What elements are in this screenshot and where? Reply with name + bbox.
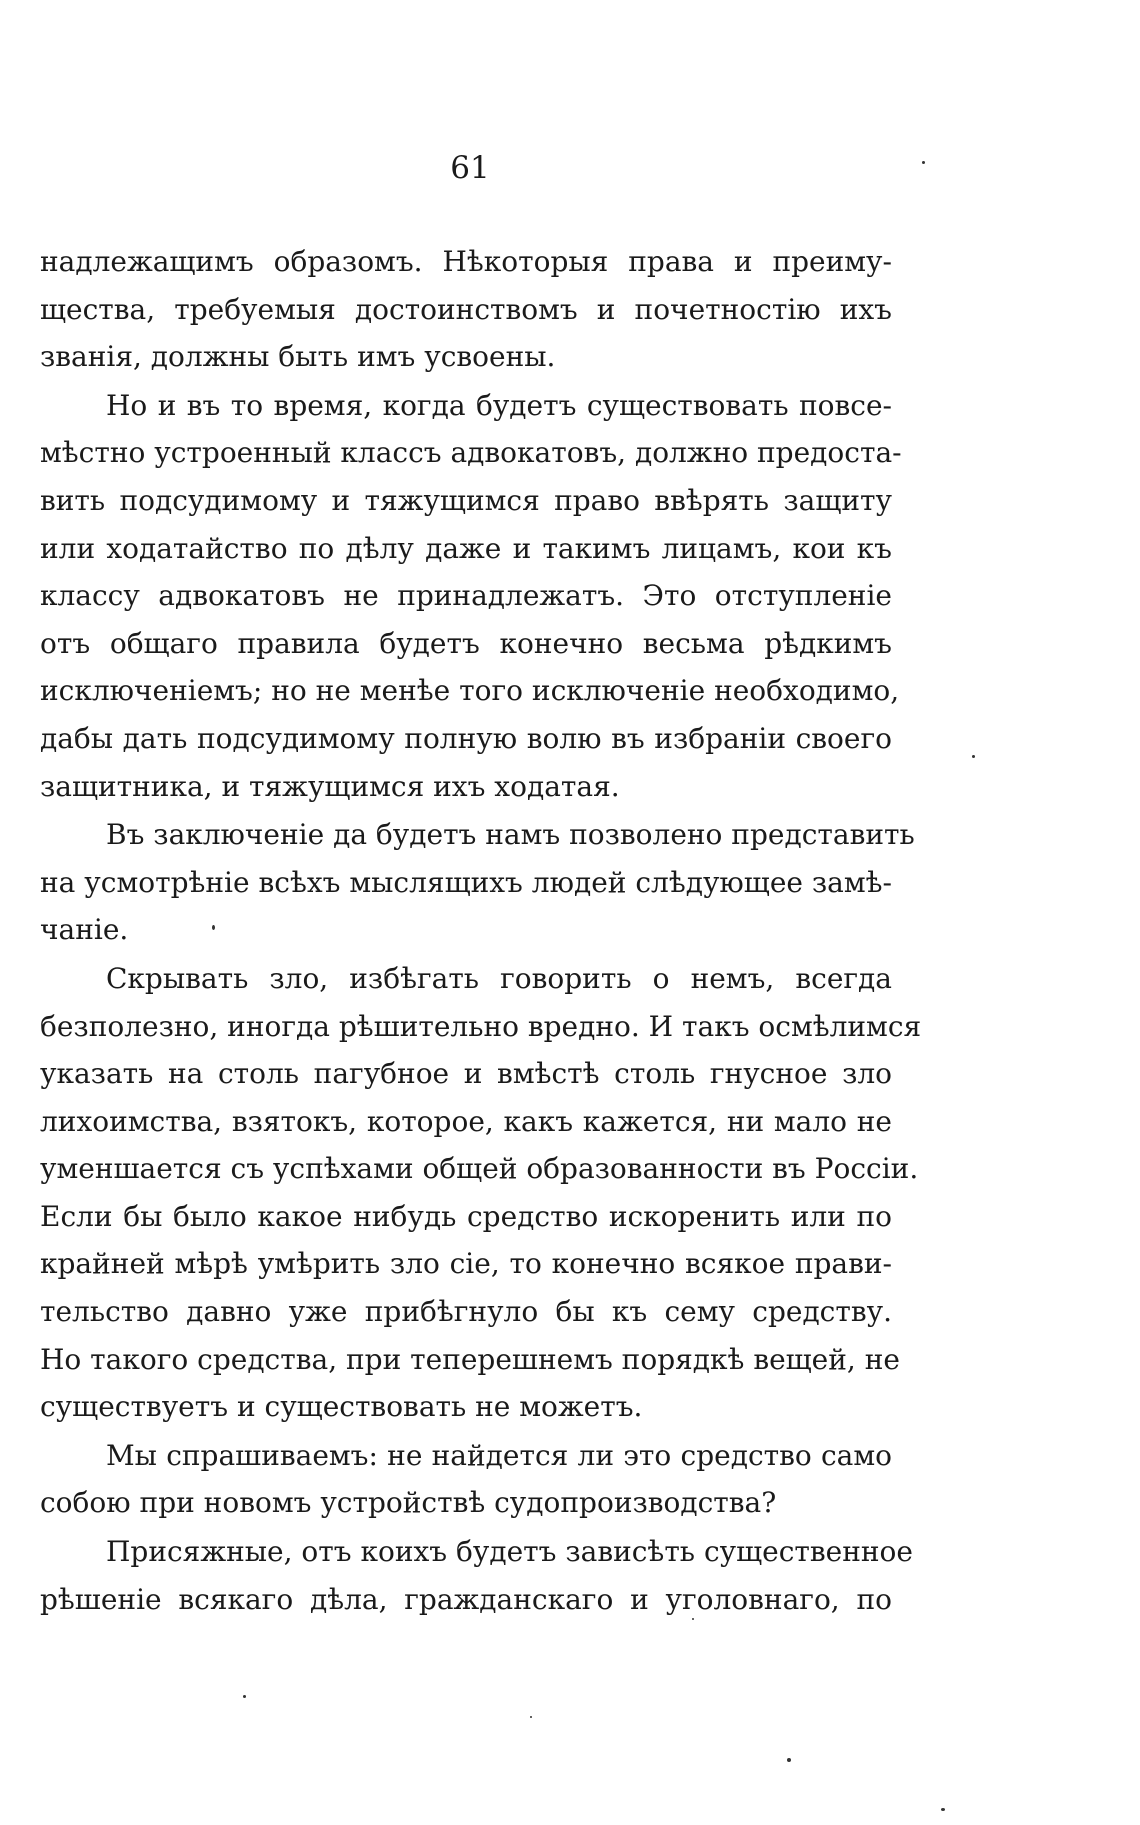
text-line: отъ общаго правила будетъ конечно весьма рѣдкимъ — [40, 626, 892, 660]
text-line: щества, требуемыя достоинствомъ и почетностію ихъ — [40, 292, 892, 326]
text-line: надлежащимъ образомъ. Нѣкоторыя права и преиму- — [40, 245, 892, 278]
paragraph — [40, 811, 915, 954]
scan-speck — [692, 1618, 694, 1620]
scan-speck — [922, 161, 925, 164]
paragraph — [40, 382, 902, 810]
text-line: Присяжные, отъ коихъ будетъ зависѣть существенное — [106, 1535, 913, 1569]
text-line: защитника, и тяжущимся ихъ ходатая. — [40, 769, 620, 803]
scan-speck — [530, 1716, 532, 1718]
scan-speck — [212, 925, 215, 930]
scan-speck — [787, 1758, 791, 1762]
text-line: крайней мѣрѣ умѣрить зло сіе, то конечно всякое прави- — [40, 1247, 892, 1281]
text-line: Но и въ то время, когда будетъ существовать повсе- — [106, 388, 892, 422]
text-line: тельство давно уже прибѣгнуло бы къ сему средству. — [40, 1295, 892, 1329]
text-line: Скрывать зло, избѣгать говорить о немъ, всегда — [106, 961, 892, 995]
text-line: мѣстно устроенный классъ адвокатовъ, должно предоста- — [40, 436, 902, 470]
text-line: исключеніемъ; но не менѣе того исключеніе необходимо, — [40, 674, 900, 708]
page-number: 61 — [450, 150, 490, 186]
text-line: званія, должны быть имъ усвоены. — [40, 340, 556, 374]
text-line: Но такого средства, при теперешнемъ порядкѣ вещей, не — [40, 1342, 900, 1376]
text-line: дабы дать подсудимому полную волю въ избраніи своего — [40, 721, 892, 755]
text-line: Мы спрашиваемъ: не найдется ли это средство само — [106, 1438, 892, 1472]
text-line: на усмотрѣніе всѣхъ мыслящихъ людей слѣдующее замѣ- — [40, 865, 892, 899]
page-body-text — [40, 238, 922, 1623]
paragraph — [40, 1528, 913, 1623]
text-line: безполезно, иногда рѣшительно вредно. И такъ осмѣлимся — [40, 1009, 922, 1043]
text-line: лихоимства, взятокъ, которое, какъ кажется, ни мало не — [40, 1104, 892, 1138]
text-line: Въ заключеніе да будетъ намъ позволено представить — [106, 818, 915, 852]
paragraph — [40, 238, 892, 381]
text-line: указать на столь пагубное и вмѣстѣ столь гнусное зло — [40, 1057, 892, 1091]
text-line: вить подсудимому и тяжущимся право ввѣрять защиту — [40, 483, 892, 517]
text-line: существуетъ и существовать не можетъ. — [40, 1390, 643, 1424]
scan-speck — [243, 1695, 246, 1698]
text-line: собою при новомъ устройствѣ судопроизводства? — [40, 1486, 777, 1520]
scan-speck — [972, 755, 975, 758]
text-line: классу адвокатовъ не принадлежатъ. Это отступленіе — [40, 579, 892, 613]
text-line: уменшается съ успѣхами общей образованности въ Россіи. — [40, 1152, 919, 1186]
paragraph — [40, 1432, 892, 1527]
text-line: или ходатайство по дѣлу даже и такимъ лицамъ, кои къ — [40, 531, 892, 565]
text-line: рѣшеніе всякаго дѣла, гражданскаго и уголовнаго, по — [40, 1582, 892, 1616]
scan-speck — [941, 1808, 945, 1811]
text-line: Если бы было какое нибудь средство искоренить или по — [40, 1199, 892, 1233]
paragraph — [40, 955, 922, 1431]
text-line: чаніе. — [40, 913, 129, 947]
